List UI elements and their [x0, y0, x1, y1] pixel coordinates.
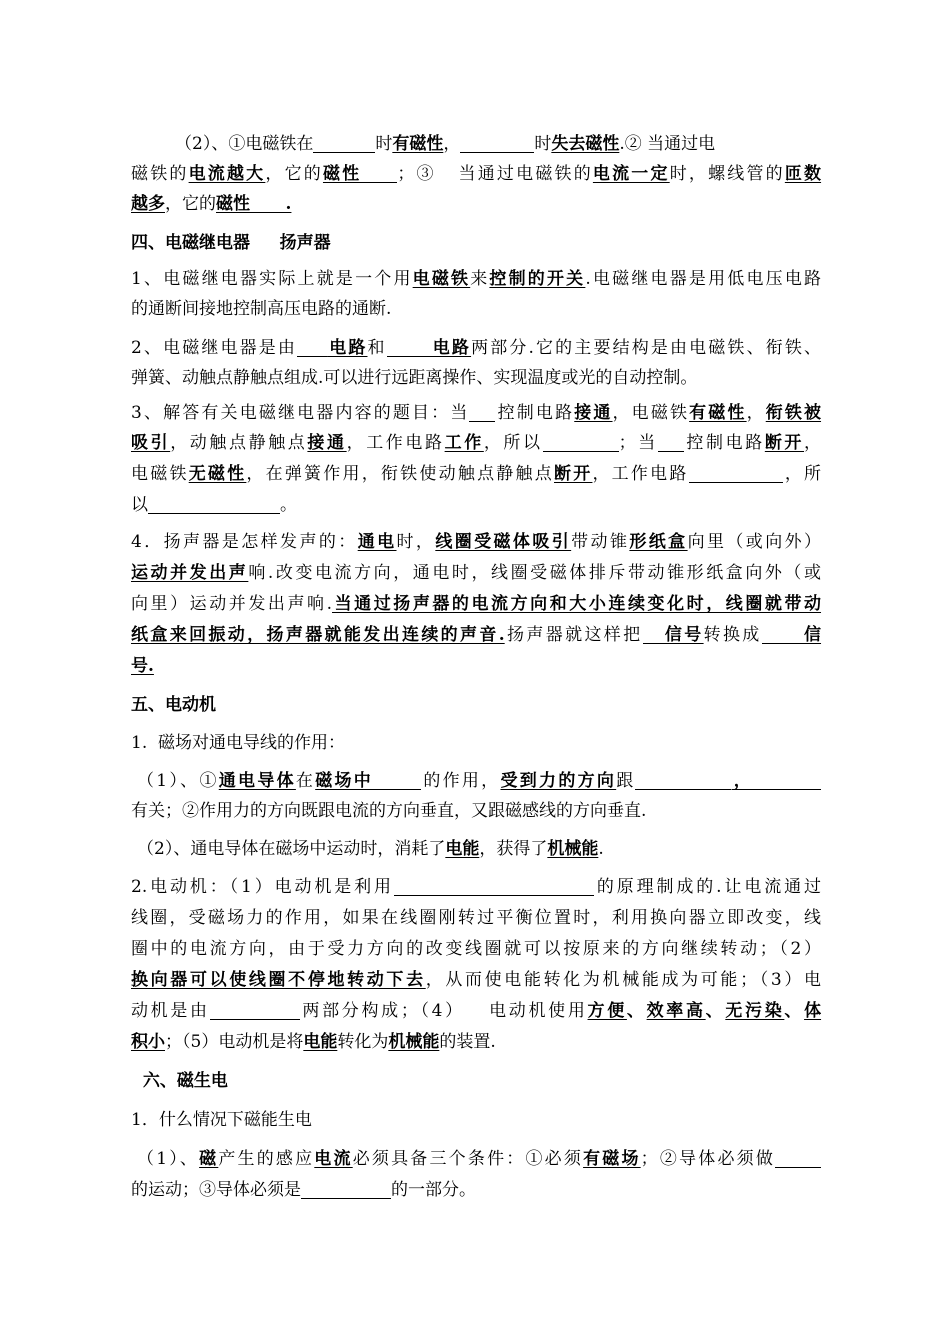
- key-term: 工作: [444, 433, 484, 453]
- fill-in-blank[interactable]: [469, 403, 495, 422]
- key-term: 磁性: [216, 194, 250, 214]
- text-run: ；当: [618, 433, 658, 453]
- text-line: [131, 593, 821, 615]
- fill-in-blank[interactable]: [373, 771, 421, 790]
- text-run: 2.电动机：（1）电动机是利用: [131, 877, 394, 897]
- text-run: ，获得了: [479, 839, 548, 859]
- key-term: 方便: [587, 1001, 627, 1021]
- text-run: 两部分.它的主要结构是由电磁铁、衔铁、: [471, 338, 821, 358]
- text-run: 弹簧、动触点静触点组成.可以进行远距离操作、实现温度或光的自动控制。: [131, 368, 698, 388]
- text-run: 4．扬声器是怎样发声的：: [131, 532, 358, 552]
- key-term: 机械能: [388, 1032, 440, 1052]
- key-term: 无磁性: [188, 464, 247, 484]
- key-term: 四、电磁继电器 扬声器: [131, 233, 331, 253]
- text-run: 时，: [396, 532, 436, 552]
- text-run: ，在弹簧作用，衔铁使动触点静触点: [246, 464, 554, 484]
- text-run: （2）、①电磁铁在: [175, 134, 314, 154]
- text-line: [131, 232, 821, 254]
- text-line: [131, 907, 821, 929]
- text-line: [131, 624, 821, 646]
- text-run: 2、电磁继电器是由: [131, 338, 298, 358]
- key-term: 通电导体: [218, 771, 296, 791]
- text-run: ，电磁铁: [612, 403, 690, 423]
- text-line: [131, 732, 821, 754]
- key-term: 、: [626, 1001, 647, 1021]
- key-term: 断开: [764, 433, 805, 453]
- text-run: 时: [534, 134, 552, 154]
- text-run: ，工作电路: [592, 464, 689, 484]
- key-term: 运动并发出声: [131, 563, 249, 583]
- key-term: 积小: [131, 1032, 165, 1052]
- key-term: 电能: [303, 1032, 338, 1052]
- key-term: 六、磁生电: [131, 1071, 228, 1091]
- text-run: 电磁铁: [131, 464, 189, 484]
- text-line: [131, 1031, 821, 1053]
- fill-in-blank[interactable]: [210, 1001, 300, 1020]
- text-line: [137, 1148, 821, 1170]
- text-line: [131, 337, 821, 359]
- key-term: 机械能: [547, 839, 599, 859]
- text-run: ，: [746, 403, 766, 423]
- key-term: 无污染: [725, 1001, 785, 1021]
- key-term: 效率高: [646, 1001, 706, 1021]
- text-run: 有关；②作用力的方向既跟电流的方向垂直，又跟磁感线的方向垂直.: [131, 801, 647, 821]
- text-run: 圈中的电流方向，由于受力方向的改变线圈就可以按原来的方向继续转动；（2）: [131, 939, 821, 959]
- fill-in-blank[interactable]: [775, 1149, 821, 1168]
- text-run: 和: [367, 338, 387, 358]
- text-line: [131, 655, 821, 677]
- text-run: ，它的: [265, 164, 323, 184]
- text-run: 时: [375, 134, 393, 154]
- text-run: .: [598, 839, 604, 859]
- key-term: 受到力的方向: [500, 771, 617, 791]
- text-run: 转换成: [703, 625, 762, 645]
- text-line: [131, 402, 821, 424]
- text-line: [131, 268, 821, 290]
- key-term: 信号: [662, 625, 704, 645]
- text-line: [131, 298, 821, 320]
- text-run: 控制电路: [683, 433, 765, 453]
- key-term: 五、电动机: [131, 695, 216, 715]
- fill-in-blank[interactable]: [297, 338, 327, 357]
- text-line: [131, 367, 821, 389]
- text-run: 在: [295, 771, 316, 791]
- text-run: 动机是由: [131, 1001, 210, 1021]
- text-line: [131, 1179, 821, 1201]
- text-run: 两部分构成；（4） 电动机使用: [299, 1001, 588, 1021]
- text-line: [131, 193, 821, 215]
- text-line: [131, 562, 821, 584]
- key-term: 纸盒来回振动，扬声器就能发出连续的声音.: [131, 625, 505, 645]
- text-run: ，: [804, 433, 822, 453]
- text-run: .② 当通过电: [619, 134, 716, 154]
- fill-in-blank[interactable]: [753, 771, 821, 790]
- text-line: [131, 694, 821, 716]
- key-term: 体: [804, 1001, 822, 1021]
- text-run: 产生的感应: [218, 1149, 315, 1169]
- text-run: 跟: [616, 771, 636, 791]
- text-line: [137, 838, 821, 860]
- text-line: [131, 969, 821, 991]
- key-term: 有磁性: [689, 403, 747, 423]
- key-term: 越多: [131, 194, 165, 214]
- key-term: 有磁性: [392, 134, 444, 154]
- text-run: ，从而使电能转化为机械能成为可能；（3）电: [425, 970, 821, 990]
- key-term: 匝数: [784, 164, 822, 184]
- key-term: 电能: [445, 839, 480, 859]
- fill-in-blank[interactable]: [394, 877, 594, 896]
- key-term: 失去磁性: [551, 134, 620, 154]
- fill-in-blank[interactable]: [361, 164, 397, 183]
- fill-in-blank[interactable]: [762, 625, 802, 644]
- key-term: 接通: [307, 433, 347, 453]
- key-term: 断开: [554, 464, 593, 484]
- key-term: .: [250, 194, 292, 214]
- text-run: ，工作电路: [346, 433, 445, 453]
- text-run: ，所以: [483, 433, 543, 453]
- text-run: 转化为: [337, 1032, 389, 1052]
- fill-in-blank[interactable]: [643, 625, 663, 644]
- fill-in-blank[interactable]: [460, 134, 534, 153]
- text-run: 磁铁的: [131, 164, 189, 184]
- key-term: 电流越大: [188, 164, 266, 184]
- text-run: 响.改变电流方向，通电时，线圈受磁体排斥带动锥形纸盒向外（或: [248, 563, 821, 583]
- text-run: ，所: [782, 464, 822, 484]
- text-line: [137, 770, 821, 792]
- key-term: 号.: [131, 656, 154, 676]
- text-line: [131, 463, 821, 485]
- text-run: 的通断间接地控制高压电路的通断.: [131, 299, 392, 319]
- text-run: 3、解答有关电磁继电器内容的题目：当: [131, 403, 470, 423]
- text-run: 来: [470, 269, 490, 289]
- key-term: 信: [801, 625, 822, 645]
- fill-in-blank[interactable]: [387, 338, 431, 357]
- text-run: ；（5）电动机是将: [165, 1032, 304, 1052]
- key-term: 接通: [574, 403, 613, 423]
- key-term: 当通过扬声器的电流方向和大小连续变化时，线圈就带动: [332, 594, 822, 614]
- text-line: [131, 876, 821, 898]
- text-run: 向里（或向外）: [687, 532, 822, 552]
- text-run: 的原理制成的.让电流通过: [593, 877, 821, 897]
- text-run: ，它的: [165, 194, 216, 214]
- key-term: 线圈受磁体吸引: [435, 532, 572, 552]
- text-run: 的装置.: [439, 1032, 496, 1052]
- text-run: 向里）运动并发出声响.: [131, 594, 333, 614]
- text-run: 带动锥: [571, 532, 630, 552]
- key-term: 电磁铁: [412, 269, 471, 289]
- text-run: ，: [443, 134, 461, 154]
- key-term: 电路: [327, 338, 368, 358]
- text-run: 必须具备三个条件：①必须: [352, 1149, 584, 1169]
- text-run: 。: [280, 495, 297, 515]
- key-term: 换向器可以使线圈不停地转动下去: [131, 970, 426, 990]
- key-term: 形纸盒: [629, 532, 688, 552]
- text-run: .电磁继电器是用低电压电路: [585, 269, 822, 289]
- text-line: [175, 133, 821, 155]
- key-term: 磁场中: [315, 771, 374, 791]
- key-term: 衔铁被: [765, 403, 822, 423]
- fill-in-blank[interactable]: [635, 771, 731, 790]
- key-term: 电流: [314, 1149, 353, 1169]
- text-run: 线圈，受磁场力的作用，如果在线圈刚转过平衡位置时，利用换向器立即改变，线: [131, 908, 821, 928]
- text-run: ；③ 当通过电磁铁的: [397, 164, 593, 184]
- text-run: 1. 磁场对通电导线的作用：: [131, 733, 346, 753]
- text-run: 1．什么情况下磁能生电: [131, 1110, 312, 1130]
- text-line: [131, 531, 821, 553]
- text-run: 的运动；③导体必须是: [131, 1180, 301, 1200]
- fill-in-blank[interactable]: [301, 1180, 391, 1199]
- fill-in-blank[interactable]: [313, 134, 375, 153]
- key-term: ，: [731, 771, 754, 791]
- fill-in-blank[interactable]: [148, 495, 280, 514]
- fill-in-blank[interactable]: [658, 433, 684, 452]
- text-line: [131, 938, 821, 960]
- text-run: ，动触点静触点: [170, 433, 308, 453]
- text-line: [131, 1070, 821, 1092]
- text-run: ；②导体必须做: [640, 1149, 776, 1169]
- text-line: [131, 800, 821, 822]
- key-term: 有磁场: [583, 1149, 641, 1169]
- key-term: 磁性: [322, 164, 362, 184]
- key-term: 、: [705, 1001, 726, 1021]
- text-run: 以: [131, 495, 148, 515]
- key-term: 吸引: [131, 433, 171, 453]
- text-run: 的一部分。: [391, 1180, 476, 1200]
- key-term: 电路: [430, 338, 472, 358]
- key-term: 、: [784, 1001, 805, 1021]
- text-run: 扬声器就这样把: [504, 625, 643, 645]
- key-term: 磁: [199, 1149, 219, 1169]
- text-line: [131, 1109, 821, 1131]
- text-run: 时，螺线管的: [669, 164, 785, 184]
- text-run: 1、电磁继电器实际上就是一个用: [131, 269, 413, 289]
- text-line: [131, 494, 821, 516]
- key-term: 通电: [357, 532, 397, 552]
- key-term: 控制的开关: [489, 269, 586, 289]
- text-run: （1）、①: [137, 771, 219, 791]
- text-line: [131, 432, 821, 454]
- text-line: [131, 163, 821, 185]
- text-run: （2）、通电导体在磁场中运动时，消耗了: [137, 839, 446, 859]
- fill-in-blank[interactable]: [689, 464, 783, 483]
- fill-in-blank[interactable]: [543, 433, 619, 452]
- text-run: 控制电路: [495, 403, 575, 423]
- key-term: 电流一定: [592, 164, 670, 184]
- text-line: [131, 1000, 821, 1022]
- text-run: （1）、: [137, 1149, 200, 1169]
- text-run: 的作用，: [421, 771, 501, 791]
